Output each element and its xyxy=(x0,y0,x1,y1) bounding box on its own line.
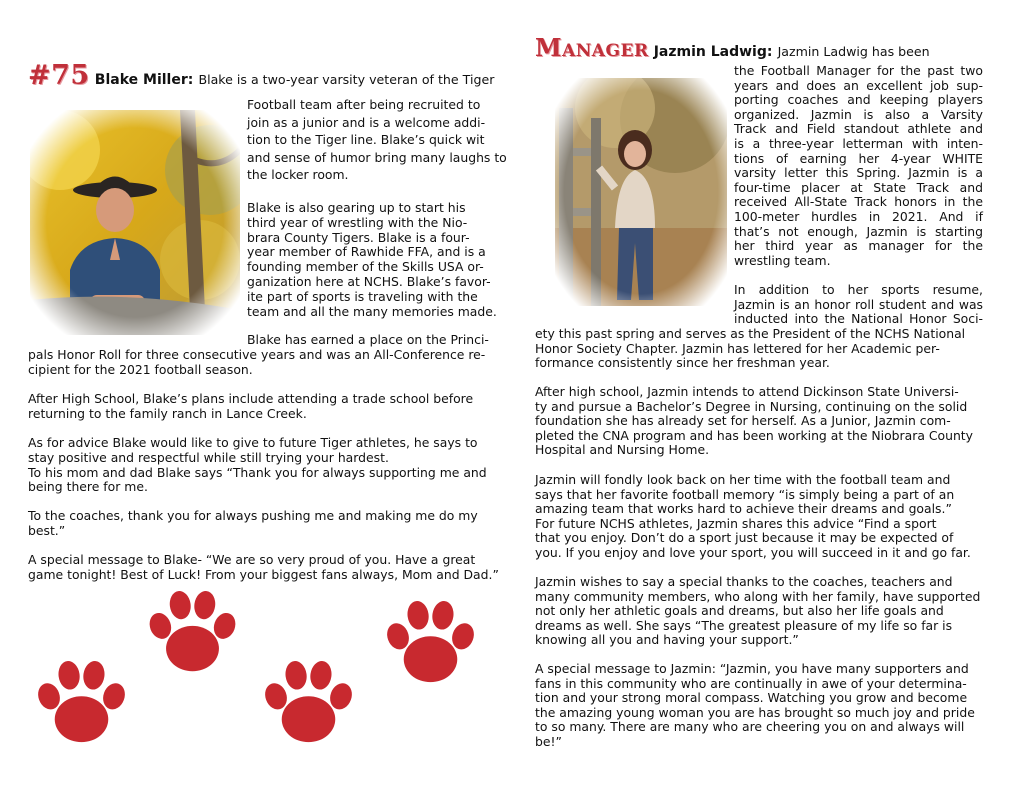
paw-print-icon xyxy=(33,660,130,746)
right-para-6: A special message to Jazmin: “Jazmin, you have many supporters and fans in this community who are continually in awe of your determina- tion and your strong moral compass. Watching you grow and become the amazing young woman you are has brought so much joy and pride to so many. There are many who are cheering you on and always will be!” xyxy=(535,661,975,749)
wrap-line: tion to the Tiger line. Blake’s quick wit xyxy=(247,132,485,148)
left-para-7: A special message to Blake- “We are so very proud of you. Have a great game tonight! Best of Luck! From your biggest fans always, Mom and Dad.” xyxy=(28,552,499,582)
wrap-line: organized. Jazmin is also a Varsity xyxy=(734,106,983,122)
wrap-line: Football team after being recruited to xyxy=(247,97,481,112)
blake-photo xyxy=(30,110,240,335)
paw-print-icon xyxy=(382,600,479,686)
wrap-line: that’s not enough, Jazmin is starting xyxy=(734,223,983,239)
wrap-line: years and does an excellent job sup- xyxy=(734,77,983,93)
wrap-line: 100-meter hurdles in 2021. And if xyxy=(734,208,983,224)
wrap-line: porting coaches and keeping players xyxy=(734,92,983,108)
right-para-3: After high school, Jazmin intends to attend Dickinson State Universi- ty and pursue a Bachelor’s Degree in Nursing, continuing on the solid foundation she has already set for herself. As a Junior, Jazmin com- pleted the CNA program and has been working at the Niobrara County Hospital and Nursing Home. xyxy=(535,384,973,458)
left-para-6: To the coaches, thank you for always pushing me and making me do my best.” xyxy=(28,508,478,538)
para-line: year member of Rawhide FFA, and is a xyxy=(247,244,486,260)
para-line: ite part of sports is traveling with the xyxy=(247,288,478,304)
para-line: founding member of the Skills USA or- xyxy=(247,259,484,275)
left-para-5: As for advice Blake would like to give to future Tiger athletes, he says to stay positive and respectful while still trying your hardest. To his mom and dad Blake says “Thank you for always supporting me and being there for me. xyxy=(28,435,487,495)
left-para-2 xyxy=(247,201,509,319)
player-name: Blake Miller: xyxy=(94,72,194,88)
para-line: Blake is also gearing up to start his xyxy=(247,200,466,215)
para-line: inducted into the National Honor Soci- xyxy=(734,311,983,327)
wrap-line: her third year as manager for the xyxy=(734,238,983,254)
right-para-2: ety this past spring and serves as the President of the NCHS National Honor Society Chapter. Jazmin has lettered for her Academic per- formance consistently since her freshman year. xyxy=(535,326,966,371)
wrap-line: join as a junior and is a welcome addi- xyxy=(247,114,486,130)
wrap-line: Track and Field standout athlete and xyxy=(734,121,983,137)
paw-print-icon xyxy=(260,660,357,746)
right-wrap-text xyxy=(734,64,983,268)
left-wrap-text xyxy=(247,96,509,184)
para-line: brara County Tigers. Blake is a four- xyxy=(247,229,470,245)
para-line: ganization here at NCHS. Blake’s favor- xyxy=(247,273,491,289)
para-line: third year of wrestling with the Nio- xyxy=(247,214,468,230)
intro-tail: Jazmin Ladwig has been xyxy=(777,44,930,59)
jersey-number: #75 xyxy=(28,60,90,91)
left-para-4: After High School, Blake’s plans include attending a trade school before returning to the family ranch in Lance Creek. xyxy=(28,391,474,421)
wrap-line: and sense of humor bring many laughs to xyxy=(247,149,507,165)
right-para-5: Jazmin wishes to say a special thanks to the coaches, teachers and many community members, who along with her family, have supported not only her athletic goals and dreams, but also her life goals and dreams as well. She says “The greatest pleasure of my life so far is knowing all you and having your support.” xyxy=(535,574,981,648)
left-para-3-first: Blake has earned a place on the Princi- xyxy=(247,332,489,347)
paw-print-icon xyxy=(145,590,240,675)
left-heading xyxy=(28,60,508,91)
left-para-3: pals Honor Roll for three consecutive years and was an All-Conference re- cipient for the 2021 football season. xyxy=(28,347,486,377)
wrap-line: varsity letter this Spring. Jazmin is a xyxy=(734,165,983,181)
wrap-line: four-time placer at State Track and xyxy=(734,179,983,195)
manager-title: Manager xyxy=(535,33,649,62)
wrap-line: tions of earning her 4-year WHITE xyxy=(734,150,983,166)
para-line: In addition to her sports resume, xyxy=(734,282,983,297)
wrap-line: received All-State Track honors in the xyxy=(734,194,983,210)
right-para-4: Jazmin will fondly look back on her time with the football team and says that her favorite football memory “is simply being a part of an amazing team that works hard to achieve their dreams and goals.” For future NCHS athletes, Jazmin shares this advice “Find a sport that you enjoy. Don’t do a sport just because it may be expected of you. If you enjoy and love your sport, you will succeed in it and go far. xyxy=(535,472,971,560)
wrap-line: wrestling team. xyxy=(734,252,831,268)
wrap-line: the locker room. xyxy=(247,167,349,183)
manager-name: Jazmin Ladwig: xyxy=(653,44,773,60)
para-line: team and all the many memories made. xyxy=(247,303,497,319)
intro-tail: Blake is a two-year varsity veteran of the Tiger xyxy=(198,72,495,87)
wrap-line: is a three-year letterman with inten- xyxy=(734,135,983,151)
para-line: Jazmin is an honor roll student and was xyxy=(734,296,983,312)
wrap-line: the Football Manager for the past two xyxy=(734,63,983,78)
jazmin-photo xyxy=(555,78,727,306)
right-para-2-wrap xyxy=(734,283,983,327)
right-heading xyxy=(535,33,985,62)
